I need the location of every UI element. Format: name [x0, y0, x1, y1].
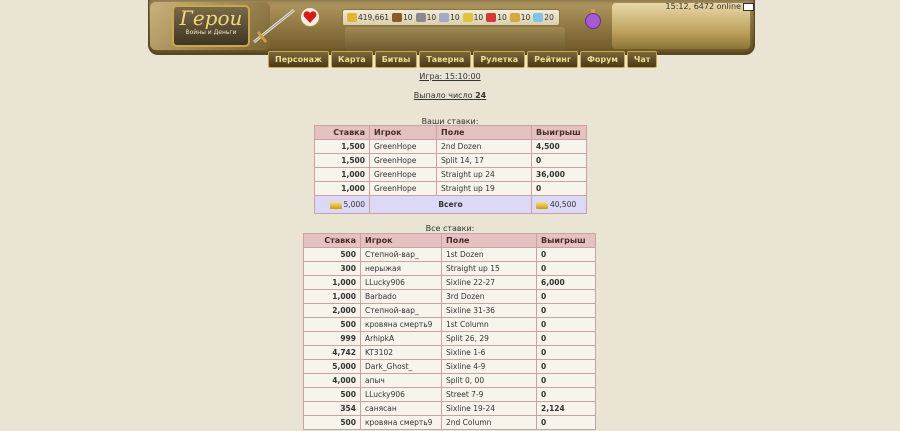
nav-chat[interactable]: Чат [627, 51, 658, 68]
cell-field: Straight up 15 [442, 262, 537, 276]
resource-sulfur [463, 13, 484, 22]
cell-field: Sixline 4-9 [442, 360, 537, 374]
cell-win: 6,000 [537, 276, 596, 290]
cell-win: 0 [537, 332, 596, 346]
cell-field: Sixline 1-6 [442, 346, 537, 360]
cell-win: 0 [537, 388, 596, 402]
resource-wood [392, 13, 413, 22]
logo-title: Герои [179, 6, 243, 30]
cell-stake: 500 [304, 416, 361, 430]
cell-field: Split 0, 00 [442, 374, 537, 388]
cell-player[interactable]: KT3102 [361, 346, 442, 360]
cell-field: Sixline 19-24 [442, 402, 537, 416]
cell-win: 0 [532, 154, 587, 168]
cell-win: 4,500 [532, 140, 587, 154]
cell-stake: 1,500 [315, 140, 370, 154]
diamond-icon [533, 13, 543, 22]
col-win: Выигрыш [532, 126, 587, 140]
cell-stake: 300 [304, 262, 361, 276]
cell-player[interactable]: LLucky906 [361, 276, 442, 290]
cell-player[interactable]: кровяна смерть9 [361, 318, 442, 332]
nav-rating[interactable]: Рейтинг [527, 51, 578, 68]
table-row [304, 374, 596, 388]
cell-player[interactable]: Степной-вар_ [361, 248, 442, 262]
resource-gold-value: 419,661 [358, 13, 390, 22]
cell-player[interactable]: GreenHope [370, 140, 437, 154]
gold-icon [536, 202, 548, 209]
game-time-link[interactable]: Игра: 15:10:00 [419, 72, 481, 81]
table-row [315, 140, 587, 154]
resource-gold [347, 13, 389, 22]
time-online-text: 15:12, 6472 online [665, 2, 741, 11]
cell-win: 36,000 [532, 168, 587, 182]
cell-stake: 500 [304, 248, 361, 262]
cell-stake: 1,000 [315, 182, 370, 196]
cell-win: 0 [537, 318, 596, 332]
cell-stake: 500 [304, 388, 361, 402]
table-row [304, 402, 596, 416]
crystal-icon [486, 13, 496, 22]
total-win [532, 196, 587, 214]
cell-field: Straight up 24 [437, 168, 532, 182]
drop-label: Выпало число [413, 91, 473, 100]
gold-icon [330, 202, 342, 209]
resource-crystal-value: 10 [497, 13, 507, 22]
resource-diamonds-value: 20 [544, 13, 554, 22]
cell-player[interactable]: Barbado [361, 290, 442, 304]
nav-map[interactable]: Карта [331, 51, 373, 68]
table-row [315, 182, 587, 196]
all-bets-caption: Все ставки: [425, 224, 475, 233]
table-row [304, 276, 596, 290]
resource-gems-value: 10 [520, 13, 531, 22]
cell-player[interactable]: кровяна смерть9 [361, 416, 442, 430]
time-online-status [666, 2, 754, 11]
cell-win: 0 [537, 248, 596, 262]
cell-field: Street 7-9 [442, 388, 537, 402]
cell-field: Sixline 22-27 [442, 276, 537, 290]
cell-win: 0 [532, 182, 587, 196]
resource-crystal [486, 13, 507, 22]
sword-icon [250, 6, 298, 46]
table-header-row [315, 126, 587, 140]
logo[interactable] [172, 5, 250, 47]
cell-win: 0 [537, 360, 596, 374]
cell-player[interactable]: GreenHope [370, 154, 437, 168]
table-row [304, 290, 596, 304]
cell-field: 3rd Dozen [442, 290, 537, 304]
cell-stake: 1,000 [315, 168, 370, 182]
cell-player[interactable]: ArhipkA [361, 332, 442, 346]
cell-stake: 4,742 [304, 346, 361, 360]
cell-win: 0 [537, 346, 596, 360]
total-row [315, 196, 587, 214]
col-field: Поле [442, 234, 537, 248]
cell-win: 0 [537, 262, 596, 276]
cell-field: Straight up 19 [437, 182, 532, 196]
col-win: Выигрыш [537, 234, 596, 248]
table-row [304, 304, 596, 318]
resource-sulfur-value: 10 [473, 13, 484, 22]
cell-player[interactable]: GreenHope [370, 182, 437, 196]
cell-win: 2,124 [537, 402, 596, 416]
my-bets-table [314, 125, 587, 214]
nav-character[interactable]: Персонаж [268, 51, 329, 68]
cell-stake: 1,000 [304, 276, 361, 290]
cell-player[interactable]: Dark_Ghost_ [361, 360, 442, 374]
cell-player[interactable]: апыч [361, 374, 442, 388]
cell-stake: 5,000 [304, 360, 361, 374]
col-field: Поле [437, 126, 532, 140]
cell-player[interactable]: LLucky906 [361, 388, 442, 402]
gold-icon [347, 13, 357, 22]
cell-player[interactable]: Степной-вар_ [361, 304, 442, 318]
cell-field: Sixline 31-36 [442, 304, 537, 318]
nav-roulette[interactable]: Рулетка [473, 51, 525, 68]
table-row [304, 318, 596, 332]
cell-field: Split 14, 17 [437, 154, 532, 168]
col-stake: Ставка [304, 234, 361, 248]
resource-ore-value: 10 [426, 13, 437, 22]
mail-icon[interactable] [743, 3, 754, 11]
cell-player[interactable]: нерыжая [361, 262, 442, 276]
resource-gems [510, 13, 531, 22]
all-bets-table [303, 233, 596, 430]
col-stake: Ставка [315, 126, 370, 140]
col-player: Игрок [361, 234, 442, 248]
drop-number: 24 [475, 91, 487, 100]
resources-bar [342, 9, 560, 26]
cell-player[interactable]: санясан [361, 402, 442, 416]
table-row [304, 346, 596, 360]
table-row [304, 332, 596, 346]
nav-tavern[interactable]: Таверна [419, 51, 471, 68]
cell-field: Split 26, 29 [442, 332, 537, 346]
gems-icon [510, 13, 520, 22]
resource-wood-value: 10 [403, 13, 413, 22]
table-row [304, 360, 596, 374]
nav-forum[interactable]: Форум [580, 51, 625, 68]
resource-mercury-value: 10 [450, 13, 460, 22]
cell-stake: 2,000 [304, 304, 361, 318]
cell-win: 0 [537, 374, 596, 388]
table-header-row [304, 234, 596, 248]
col-player: Игрок [370, 126, 437, 140]
cell-field: 2nd Dozen [437, 140, 532, 154]
nav-battles[interactable]: Битвы [375, 51, 418, 68]
sulfur-icon [463, 13, 473, 22]
total-stake-value: 5,000 [343, 200, 365, 209]
cell-player[interactable]: GreenHope [370, 168, 437, 182]
cell-stake: 1,500 [315, 154, 370, 168]
cell-win: 0 [537, 290, 596, 304]
table-row [315, 168, 587, 182]
header-middle-art [345, 27, 565, 51]
total-stake [315, 196, 370, 214]
logo-subtitle: Войны и Деньги [185, 29, 237, 36]
table-row [304, 388, 596, 402]
mercury-icon [439, 13, 449, 22]
cell-stake: 4,000 [304, 374, 361, 388]
cell-stake: 999 [304, 332, 361, 346]
cell-win: 0 [537, 416, 596, 430]
mana-flask-icon[interactable] [584, 8, 602, 30]
cell-stake: 354 [304, 402, 361, 416]
cell-stake: 1,000 [304, 290, 361, 304]
drop-result-link[interactable] [0, 91, 900, 100]
cell-stake: 500 [304, 318, 361, 332]
my-bets-caption: Ваши ставки: [421, 117, 479, 126]
resource-diamonds [533, 13, 554, 22]
total-win-value: 40,500 [550, 200, 577, 209]
table-row [304, 416, 596, 430]
cell-field: 2nd Column [442, 416, 537, 430]
table-row [304, 262, 596, 276]
table-row [304, 248, 596, 262]
table-row [315, 154, 587, 168]
cell-win: 0 [537, 304, 596, 318]
resource-mercury [439, 13, 460, 22]
ore-icon [416, 13, 426, 22]
cell-field: 1st Dozen [442, 248, 537, 262]
resource-ore [416, 13, 437, 22]
cell-field: 1st Column [442, 318, 537, 332]
health-heart-icon[interactable] [300, 7, 320, 27]
main-nav [268, 51, 657, 66]
total-label: Всего [370, 196, 532, 214]
wood-icon [392, 13, 402, 22]
